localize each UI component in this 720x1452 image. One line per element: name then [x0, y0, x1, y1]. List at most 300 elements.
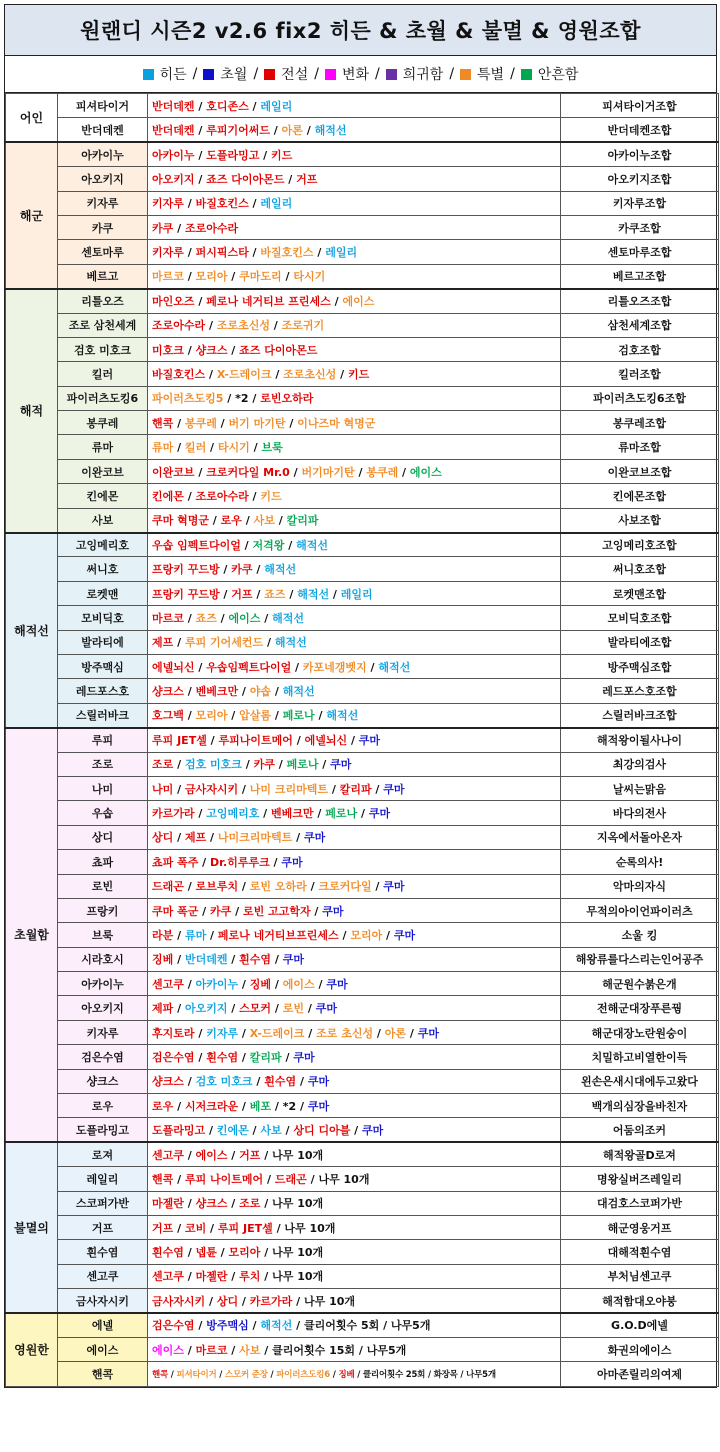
table-row: [6, 825, 719, 849]
group-label: 어인: [6, 94, 58, 143]
unit-name: 조로: [58, 752, 148, 776]
unit-name: 프랑키: [58, 898, 148, 922]
unit-name: 에이스: [58, 1337, 148, 1361]
ingredient: 쿠마: [307, 1099, 330, 1113]
ingredient: 저격왕: [252, 538, 285, 552]
unit-name: 리틀오즈: [58, 289, 148, 313]
combination-cell: 이완코브 / 크로커다일 Mr.0 / 버기마기탄 / 봉쿠레 / 에이스: [148, 459, 561, 483]
combination-cell: 에넬뇌신 / 우솝임펙트다이얼 / 카포네갱벳지 / 해적선: [148, 654, 561, 678]
unit-name: 아오키지: [58, 167, 148, 191]
ingredient: 해적선: [260, 1319, 293, 1333]
ingredient: 페로나: [286, 758, 319, 772]
result-name: 발라티에조합: [561, 630, 719, 654]
ingredient: 나무5개: [390, 1319, 431, 1333]
combination-cell: 징베 / 반더데켄 / 흰수염 / 쿠마: [148, 947, 561, 971]
combination-cell: 마르코 / 죠즈 / 에이스 / 해적선: [148, 606, 561, 630]
unit-name: 아카이누: [58, 972, 148, 996]
unit-name: 도플라밍고: [58, 1118, 148, 1142]
ingredient: 에이스: [152, 1343, 184, 1357]
ingredient: 킬러: [184, 441, 207, 455]
ingredient: 쿠마: [322, 904, 344, 918]
ingredient: 해적선: [326, 709, 359, 723]
ingredient: 쿠마: [282, 953, 304, 967]
table-row: [6, 654, 719, 678]
combination-cell: 호그백 / 모리아 / 압살롬 / 페로나 / 해적선: [148, 703, 561, 727]
table-row: [6, 1240, 719, 1264]
ingredient: 쿠마도리: [239, 270, 282, 284]
ingredient: 나미: [152, 782, 174, 796]
ingredient: 금사자시키: [152, 1294, 206, 1308]
ingredient: 쿠마 폭군: [152, 904, 199, 918]
ingredient: 미호크: [152, 343, 184, 357]
color-legend: [5, 56, 716, 93]
legend-item-special: [460, 64, 504, 84]
legend-separator: /: [192, 66, 198, 82]
unit-name: 조로 삼천세계: [58, 313, 148, 337]
table-row: [6, 1215, 719, 1239]
ingredient: 칼리파: [249, 1050, 282, 1064]
ingredient: 카포네갱벳지: [302, 660, 367, 674]
result-name: 해군원수붉은개: [561, 972, 719, 996]
ingredient: 레일리: [325, 246, 358, 260]
ingredient: 카쿠: [152, 221, 174, 235]
table-row: [6, 1045, 719, 1069]
unit-name: 루피: [58, 728, 148, 752]
ingredient: 핸콕: [152, 416, 174, 430]
combination-cell: 제파 / 아오키지 / 스모커 / 로빈 / 쿠마: [148, 996, 561, 1020]
ingredient: *2: [235, 392, 249, 406]
unit-name: 검호 미호크: [58, 337, 148, 361]
ingredient: 우솝임펙트다이얼: [206, 660, 292, 674]
combination-cell: 라분 / 류마 / 페로나 네거티브프린세스 / 모리아 / 쿠마: [148, 923, 561, 947]
ingredient: 로빈 오하라: [249, 880, 307, 894]
ingredient: 키드: [260, 489, 282, 503]
table-row: [6, 728, 719, 752]
ingredient: 페로나: [325, 807, 358, 821]
combination-cell: 센고쿠 / 에이스 / 거프 / 나무 10개: [148, 1142, 561, 1166]
combination-cell: 쿠마 혁명군 / 로우 / 사보 / 칼리파: [148, 508, 561, 532]
legend-swatch: [143, 69, 154, 80]
ingredient: 코비: [184, 1221, 207, 1235]
ingredient: 고잉메리호: [206, 807, 260, 821]
combination-cell: 센고쿠 / 마젤란 / 루치 / 나무 10개: [148, 1264, 561, 1288]
ingredient: 나무 10개: [272, 1197, 324, 1211]
ingredient: 샹크스: [152, 685, 184, 699]
unit-name: 아카이누: [58, 142, 148, 166]
ingredient: 해적선: [272, 611, 304, 625]
table-row: [6, 581, 719, 605]
result-name: 화권의에이스: [561, 1337, 719, 1361]
unit-name: 로빈: [58, 874, 148, 898]
ingredient: 조로아수라: [184, 221, 239, 235]
result-name: 키자루조합: [561, 191, 719, 215]
ingredient: 쿠마: [281, 855, 303, 869]
ingredient: 킨에몬: [152, 489, 184, 503]
result-name: 아오키지조합: [561, 167, 719, 191]
ingredient: 마인오즈: [152, 295, 195, 309]
combination-cell: 루피 JET셀 / 루피나이트메어 / 에넬뇌신 / 쿠마: [148, 728, 561, 752]
combination-cell: 키자루 / 바질호킨스 / 레일리: [148, 191, 561, 215]
combination-cell: 조로 / 검호 미호크 / 카쿠 / 페로나 / 쿠마: [148, 752, 561, 776]
table-row: [6, 557, 719, 581]
result-name: 킬러조합: [561, 362, 719, 386]
result-name: 써니호조합: [561, 557, 719, 581]
combination-cell: 핸콕 / 봉쿠레 / 버기 마기탄 / 이나즈마 혁명군: [148, 411, 561, 435]
ingredient: 센고쿠: [152, 1148, 184, 1162]
unit-name: 센토마루: [58, 240, 148, 264]
ingredient: 키자루: [206, 1026, 239, 1040]
combination-cell: 쿠마 폭군 / 카쿠 / 로빈 고고학자 / 쿠마: [148, 898, 561, 922]
ingredient: 로우: [220, 514, 242, 528]
combination-cell: 미호크 / 샹크스 / 죠즈 다이아몬드: [148, 337, 561, 361]
unit-name: 키자루: [58, 1020, 148, 1044]
ingredient: 검호 미호크: [195, 1075, 253, 1089]
ingredient: 해적선: [264, 563, 297, 577]
result-name: 스릴러바크조합: [561, 703, 719, 727]
legend-swatch: [460, 69, 471, 80]
ingredient: 바질호킨스: [152, 367, 206, 381]
table-row: [6, 1167, 719, 1191]
ingredient: 키자루: [152, 246, 184, 260]
unit-name: 반더데켄: [58, 118, 148, 142]
table-row: [6, 362, 719, 386]
ingredient: 압살롬: [239, 709, 272, 723]
ingredient: 쿠마: [307, 1075, 330, 1089]
ingredient: 레일리: [340, 587, 373, 601]
ingredient: 스모커: [239, 1002, 272, 1016]
ingredient: 에이스: [228, 611, 261, 625]
ingredient: 흰수염: [239, 953, 272, 967]
table-row: [6, 752, 719, 776]
ingredient: 쿠마: [383, 782, 405, 796]
unit-name: 핸콕: [58, 1362, 148, 1386]
ingredient: 조로아수라: [152, 319, 206, 333]
table-row: [6, 606, 719, 630]
ingredient: 조로초신성: [216, 319, 270, 333]
ingredient: 상디 디아블: [293, 1123, 351, 1137]
unit-name: 레드포스호: [58, 679, 148, 703]
ingredient: 조로아수라: [195, 489, 249, 503]
ingredient: 거프: [296, 172, 318, 186]
table-row: [6, 118, 719, 142]
unit-name: 카쿠: [58, 215, 148, 239]
combination-cell: 거프 / 코비 / 루피 JET셀 / 나무 10개: [148, 1215, 561, 1239]
ingredient: 쿠마: [368, 807, 391, 821]
ingredient: 모리아: [195, 709, 228, 723]
result-name: 날씨는맑음: [561, 776, 719, 800]
ingredient: 나무5개: [466, 1370, 496, 1380]
table-row: [6, 1191, 719, 1215]
result-name: 해적왕골D로져: [561, 1142, 719, 1166]
result-name: 백개의심장을바친자: [561, 1094, 719, 1118]
result-name: 대검호스코퍼가반: [561, 1191, 719, 1215]
combination-cell: 카쿠 / 조로아수라: [148, 215, 561, 239]
unit-name: 센고쿠: [58, 1264, 148, 1288]
result-name: 해군대장노란원숭이: [561, 1020, 719, 1044]
ingredient: 후지토라: [152, 1026, 195, 1040]
combination-cell: 파이러츠도킹5 / *2 / 로빈오하라: [148, 386, 561, 410]
combination-cell: 흰수염 / 넵튠 / 모리아 / 나무 10개: [148, 1240, 561, 1264]
legend-separator: /: [510, 66, 515, 82]
result-name: 센토마루조합: [561, 240, 719, 264]
ingredient: 센고쿠: [152, 1270, 184, 1284]
combination-cell: 바질호킨스 / X-드레이크 / 조로초신성 / 키드: [148, 362, 561, 386]
result-name: 고잉메리호조합: [561, 533, 719, 557]
ingredient: 해적선: [297, 587, 330, 601]
result-name: 바다의전사: [561, 801, 719, 825]
ingredient: 상디: [216, 1294, 239, 1308]
ingredient: 쵸파 폭주: [152, 855, 199, 869]
ingredient: 나무 10개: [303, 1294, 355, 1308]
ingredient: 버기마기탄: [301, 465, 355, 479]
ingredient: 나무5개: [366, 1343, 407, 1357]
ingredient: 크로커다일 Mr.0: [206, 465, 290, 479]
ingredient: 마르코: [152, 270, 184, 284]
ingredient: 이완코브: [152, 465, 195, 479]
table-row: [6, 289, 719, 313]
unit-name: 모비딕호: [58, 606, 148, 630]
ingredient: 화장목: [433, 1370, 458, 1380]
combination-cell: 상디 / 제프 / 나미크리마텍트 / 쿠마: [148, 825, 561, 849]
table-row: [6, 1264, 719, 1288]
ingredient: 클리어횟수 25회: [362, 1370, 426, 1380]
result-name: 삼천세계조합: [561, 313, 719, 337]
ingredient: 넵튠: [195, 1246, 217, 1260]
table-row: [6, 1094, 719, 1118]
ingredient: 금사자시키: [184, 782, 239, 796]
unit-name: 이완코브: [58, 459, 148, 483]
ingredient: 로빈오하라: [260, 392, 314, 406]
ingredient: 로브루치: [195, 880, 239, 894]
unit-name: 상디: [58, 825, 148, 849]
result-name: 봉쿠레조합: [561, 411, 719, 435]
result-name: 명왕실버즈레일리: [561, 1167, 719, 1191]
ingredient: 나무 10개: [272, 1270, 324, 1284]
ingredient: 페로나 네거티브프린세스: [217, 928, 339, 942]
ingredient: 나미 크리마텍트: [249, 782, 328, 796]
ingredient: 쿠마 혁명군: [152, 514, 209, 528]
result-name: G.O.D에넬: [561, 1313, 719, 1337]
table-row: [6, 898, 719, 922]
ingredient: 조로: [239, 1197, 261, 1211]
table-row: [6, 947, 719, 971]
ingredient: 로우: [152, 1099, 174, 1113]
table-row: [6, 411, 719, 435]
combination-cell: 핸콕 / 피셔타이거 / 스모커 준장 / 파이러츠도킹6 / 징베 / 클리어횟수 25회 / 화장목 / 나무5개: [148, 1362, 561, 1386]
legend-swatch: [264, 69, 275, 80]
table-row: [6, 435, 719, 459]
combination-cell: 센고쿠 / 아카이누 / 징베 / 에이스 / 쿠마: [148, 972, 561, 996]
result-name: 소울 킹: [561, 923, 719, 947]
ingredient: 징베: [152, 953, 174, 967]
legend-swatch: [203, 69, 214, 80]
table-row: [6, 1020, 719, 1044]
ingredient: 거프: [152, 1221, 174, 1235]
legend-separator: /: [314, 66, 319, 82]
ingredient: 마르코: [195, 1343, 228, 1357]
result-name: 레드포스호조합: [561, 679, 719, 703]
group-label: 영원한: [6, 1313, 58, 1386]
ingredient: 검은수염: [152, 1319, 195, 1333]
ingredient: 거프: [239, 1148, 261, 1162]
table-row: [6, 850, 719, 874]
result-name: 치밀하고비열한이득: [561, 1045, 719, 1069]
ingredient: 마르코: [152, 611, 184, 625]
result-name: 왼손은새시대에두고왔다: [561, 1069, 719, 1093]
ingredient: 쿠마: [303, 831, 326, 845]
ingredient: 루피기어써드: [206, 123, 270, 137]
legend-item-safe: [521, 64, 579, 84]
result-name: 로켓맨조합: [561, 581, 719, 605]
ingredient: 쿠마: [383, 880, 405, 894]
table-row: [6, 1069, 719, 1093]
result-name: 베르고조합: [561, 264, 719, 288]
ingredient: 버기 마기탄: [228, 416, 286, 430]
table-row: [6, 240, 719, 264]
ingredient: 샹크스: [195, 1197, 228, 1211]
ingredient: 조로귀기: [281, 319, 325, 333]
ingredient: 프랑키 꾸드방: [152, 563, 220, 577]
page-title: 원랜디 시즌2 v2.6 fix2 히든 & 초월 & 불멸 & 영원조합: [5, 5, 716, 56]
ingredient: 카쿠: [253, 758, 275, 772]
combination-cell: 조로아수라 / 조로초신성 / 조로귀기: [148, 313, 561, 337]
ingredient: 드래곤: [152, 880, 184, 894]
combination-cell: 마르코 / 모리아 / 쿠마도리 / 타시기: [148, 264, 561, 288]
unit-name: 우솝: [58, 801, 148, 825]
ingredient: 페로나 네거티브 프린세스: [206, 295, 331, 309]
result-name: 아카이누조합: [561, 142, 719, 166]
table-row: [6, 167, 719, 191]
ingredient: 루피 나이트메어: [184, 1172, 264, 1186]
ingredient: 루피 JET셀: [152, 734, 207, 748]
ingredient: 키드: [348, 367, 370, 381]
table-row: [6, 142, 719, 166]
ingredient: 우솝 임펙트다이얼: [152, 538, 241, 552]
result-name: 파이러츠도킹6조합: [561, 386, 719, 410]
ingredient: 반더데켄: [152, 123, 195, 137]
table-row: [6, 776, 719, 800]
ingredient: 봉쿠레: [184, 416, 217, 430]
table-row: [6, 215, 719, 239]
table-row: [6, 264, 719, 288]
ingredient: 벤베크만: [195, 685, 239, 699]
combination-cell: 핸콕 / 루피 나이트메어 / 드래곤 / 나무 10개: [148, 1167, 561, 1191]
ingredient: 나미크리마텍트: [217, 831, 293, 845]
combination-cell: 류마 / 킬러 / 타시기 / 브룩: [148, 435, 561, 459]
unit-name: 류마: [58, 435, 148, 459]
ingredient: 샹크스: [152, 1075, 184, 1089]
ingredient: X-드레이크: [249, 1026, 305, 1040]
combination-cell: 카르가라 / 고잉메리호 / 벤베크만 / 페로나 / 쿠마: [148, 801, 561, 825]
ingredient: 라분: [152, 928, 174, 942]
legend-label: 안흔함: [537, 67, 579, 83]
unit-name: 베르고: [58, 264, 148, 288]
ingredient: 루치: [239, 1270, 261, 1284]
ingredient: 카르가라: [152, 807, 195, 821]
legend-swatch: [325, 69, 336, 80]
ingredient: 아카이누: [152, 148, 195, 162]
unit-name: 아오키지: [58, 996, 148, 1020]
group-label: 해적: [6, 289, 58, 533]
result-name: 카쿠조합: [561, 215, 719, 239]
unit-name: 스릴러바크: [58, 703, 148, 727]
ingredient: 클리어횟수 15회: [272, 1343, 356, 1357]
ingredient: 타시기: [217, 441, 250, 455]
table-row: [6, 191, 719, 215]
legend-swatch: [386, 69, 397, 80]
legend-label: 히든: [159, 67, 187, 83]
ingredient: 류마: [184, 928, 207, 942]
ingredient: 로빈 고고학자: [242, 904, 311, 918]
ingredient: 샹크스: [195, 343, 228, 357]
ingredient: 방주맥심: [206, 1319, 249, 1333]
ingredient: 조로초신성: [283, 367, 337, 381]
ingredient: 베포: [249, 1099, 272, 1113]
ingredient: 파이러츠도킹5: [152, 392, 224, 406]
ingredient: 징베: [249, 977, 272, 991]
unit-name: 쵸파: [58, 850, 148, 874]
ingredient: 모리아: [350, 928, 383, 942]
ingredient: 퍼시픽스타: [195, 246, 249, 260]
legend-item-legend: [264, 64, 308, 84]
unit-name: 흰수염: [58, 1240, 148, 1264]
result-name: 전해군대장푸른꿩: [561, 996, 719, 1020]
unit-name: 발라티에: [58, 630, 148, 654]
combination-cell: 아카이누 / 도플라밍고 / 키드: [148, 142, 561, 166]
legend-item-transcend: [203, 64, 247, 84]
ingredient: 핸콕: [152, 1370, 169, 1380]
unit-name: 방주맥심: [58, 654, 148, 678]
ingredient: 나무 10개: [318, 1172, 370, 1186]
legend-label: 희귀함: [402, 67, 444, 83]
ingredient: 에넬뇌신: [152, 660, 195, 674]
combination-cell: 후지토라 / 키자루 / X-드레이크 / 조로 초신성 / 아론 / 쿠마: [148, 1020, 561, 1044]
legend-swatch: [521, 69, 532, 80]
legend-label: 특별: [477, 67, 505, 83]
legend-item-hidden: [143, 64, 187, 84]
ingredient: 칼리파: [339, 782, 372, 796]
ingredient: 사보: [253, 514, 275, 528]
ingredient: 나무 10개: [272, 1148, 324, 1162]
ingredient: 킨에몬: [216, 1123, 249, 1137]
table-row: [6, 679, 719, 703]
table-row: [6, 923, 719, 947]
ingredient: 카르가라: [249, 1294, 293, 1308]
ingredient: 해적선: [274, 636, 307, 650]
legend-label: 전설: [281, 67, 309, 83]
combination-cell: 아오키지 / 죠즈 다이아몬드 / 거프: [148, 167, 561, 191]
unit-name: 스코퍼가반: [58, 1191, 148, 1215]
ingredient: 아카이누: [195, 977, 239, 991]
ingredient: 타시기: [293, 270, 326, 284]
unit-name: 킨에몬: [58, 484, 148, 508]
ingredient: 카쿠: [210, 904, 232, 918]
unit-name: 로져: [58, 1142, 148, 1166]
ingredient: 칼리파: [286, 514, 319, 528]
ingredient: 아오키지: [184, 1002, 228, 1016]
group-label: 해군: [6, 142, 58, 288]
result-name: 방주맥심조합: [561, 654, 719, 678]
combination-cell: 쵸파 폭주 / Dr.히루루크 / 쿠마: [148, 850, 561, 874]
ingredient: 에이스: [282, 977, 315, 991]
result-name: 해왕류를다스리는인어공주: [561, 947, 719, 971]
combination-cell: 프랑키 꾸드방 / 카쿠 / 해적선: [148, 557, 561, 581]
ingredient: 피셔타이거: [176, 1370, 217, 1380]
table-row: [6, 801, 719, 825]
result-name: 해적왕이될사나이: [561, 728, 719, 752]
ingredient: 류마: [152, 441, 174, 455]
ingredient: 쿠마: [417, 1026, 439, 1040]
